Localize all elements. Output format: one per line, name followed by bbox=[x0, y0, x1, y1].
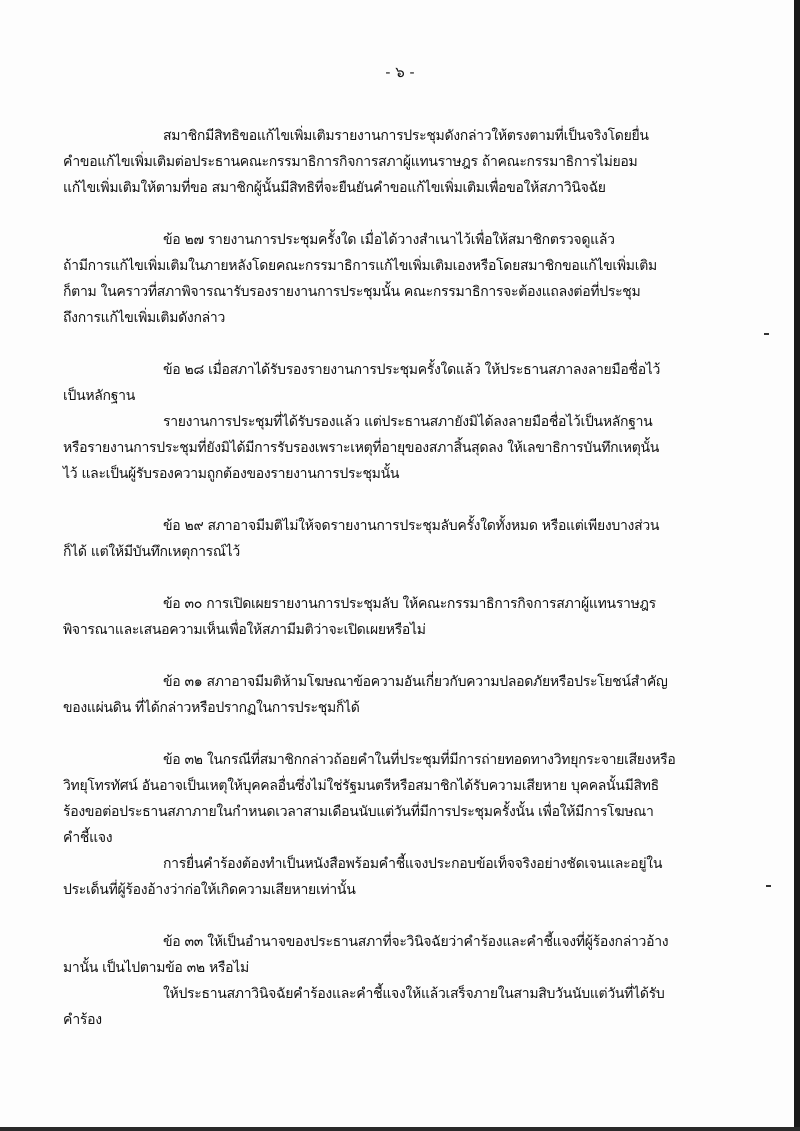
paragraph-line: ของแผ่นดิน ที่ได้กล่าวหรือปรากฏในการประชุมก็ได้ bbox=[63, 700, 360, 716]
paragraph-line: สมาชิกมีสิทธิขอแก้ไขเพิ่มเติมรายงานการประชุมดังกล่าวให้ตรงตามที่เป็นจริงโดยยื่น bbox=[163, 128, 649, 144]
paragraph-line: ก็ได้ แต่ให้มีบันทึกเหตุการณ์ไว้ bbox=[63, 544, 240, 560]
clause-heading-29: ข้อ ๒๙ สภาอาจมีมติไม่ให้จดรายงานการประชุมลับครั้งใดทั้งหมด หรือแต่เพียงบางส่วน bbox=[163, 518, 660, 534]
paragraph-line: ถ้ามีการแก้ไขเพิ่มเติมในภายหลังโดยคณะกรรมาธิการแก้ไขเพิ่มเติมเองหรือโดยสมาชิกขอแก้ไขเพิ่มเติม bbox=[63, 258, 657, 274]
paragraph-line: ประเด็นที่ผู้ร้องอ้างว่าก่อให้เกิดความเสียหายเท่านั้น bbox=[63, 882, 356, 898]
paragraph-line: คำขอแก้ไขเพิ่มเติมต่อประธานคณะกรรมาธิการกิจการสภาผู้แทนราษฎร ถ้าคณะกรรมาธิการไม่ยอม bbox=[63, 154, 638, 170]
clause-heading-32: ข้อ ๓๒ ในกรณีที่สมาชิกกล่าวถ้อยคำในที่ประชุมที่มีการถ่ายทอดทางวิทยุกระจายเสียงหรือ bbox=[163, 752, 676, 768]
clause-heading-33: ข้อ ๓๓ ให้เป็นอำนาจของประธานสภาที่จะวินิจฉัยว่าคำร้องและคำชี้แจงที่ผู้ร้องกล่าวอ้าง bbox=[163, 934, 669, 950]
paragraph-line: เป็นหลักฐาน bbox=[63, 388, 135, 404]
scan-edge-right bbox=[794, 0, 800, 1131]
paragraph-line: วิทยุโทรทัศน์ อันอาจเป็นเหตุให้บุคคลอื่นซึ่งไม่ใช่รัฐมนตรีหรือสมาชิกได้รับความเสียหาย บุคคลนั้นมีสิทธิ bbox=[63, 778, 659, 794]
clause-heading-31: ข้อ ๓๑ สภาอาจมีมติห้ามโฆษณาข้อความอันเกี่ยวกับความปลอดภัยหรือประโยชน์สำคัญ bbox=[163, 674, 668, 690]
paragraph-line: ไว้ และเป็นผู้รับรองความถูกต้องของรายงานการประชุมนั้น bbox=[63, 466, 400, 482]
paragraph-line: พิจารณาและเสนอความเห็นเพื่อให้สภามีมติว่าจะเปิดเผยหรือไม่ bbox=[63, 622, 426, 638]
paragraph-line: คำร้อง bbox=[63, 1012, 102, 1028]
paragraph-line: มานั้น เป็นไปตามข้อ ๓๒ หรือไม่ bbox=[63, 960, 249, 976]
scan-speck bbox=[766, 885, 771, 887]
paragraph-line: รายงานการประชุมที่ได้รับรองแล้ว แต่ประธานสภายังมิได้ลงลายมือชื่อไว้เป็นหลักฐาน bbox=[163, 414, 653, 430]
paragraph-line: คำชี้แจง bbox=[63, 830, 113, 846]
paragraph-line: ก็ตาม ในคราวที่สภาพิจารณารับรองรายงานการประชุมนั้น คณะกรรมาธิการจะต้องแถลงต่อที่ประชุม bbox=[63, 284, 641, 300]
clause-heading-30: ข้อ ๓๐ การเปิดเผยรายงานการประชุมลับ ให้คณะกรรมาธิการกิจการสภาผู้แทนราษฎร bbox=[163, 596, 656, 612]
paragraph-line: แก้ไขเพิ่มเติมให้ตามที่ขอ สมาชิกผู้นั้นมีสิทธิที่จะยืนยันคำขอแก้ไขเพิ่มเติมเพื่อขอให้สภาวินิจฉัย bbox=[63, 180, 606, 196]
scan-edge-bottom bbox=[0, 1127, 800, 1131]
paragraph-line: ถึงการแก้ไขเพิ่มเติมดังกล่าว bbox=[63, 310, 226, 326]
clause-heading-28: ข้อ ๒๘ เมื่อสภาได้รับรองรายงานการประชุมครั้งใดแล้ว ให้ประธานสภาลงลายมือชื่อไว้ bbox=[163, 362, 661, 378]
scan-speck bbox=[764, 333, 769, 335]
clause-heading-27: ข้อ ๒๗ รายงานการประชุมครั้งใด เมื่อได้วางสำเนาไว้เพื่อให้สมาชิกตรวจดูแล้ว bbox=[163, 232, 615, 248]
paragraph-line: ให้ประธานสภาวินิจฉัยคำร้องและคำชี้แจงให้แล้วเสร็จภายในสามสิบวันนับแต่วันที่ได้รับ bbox=[163, 986, 665, 1002]
paragraph-line: หรือรายงานการประชุมที่ยังมิได้มีการรับรองเพราะเหตุที่อายุของสภาสิ้นสุดลง ให้เลขาธิการบันทึกเหตุนั้น bbox=[63, 440, 660, 456]
page-number: - ๖ - bbox=[385, 63, 415, 81]
paragraph-line: ร้องขอต่อประธานสภาภายในกำหนดเวลาสามเดือนนับแต่วันที่มีการประชุมครั้งนั้น เพื่อให้มีการโฆษณา bbox=[63, 804, 654, 820]
paragraph-line: การยื่นคำร้องต้องทำเป็นหนังสือพร้อมคำชี้แจงประกอบข้อเท็จจริงอย่างชัดเจนและอยู่ใน bbox=[163, 856, 663, 872]
